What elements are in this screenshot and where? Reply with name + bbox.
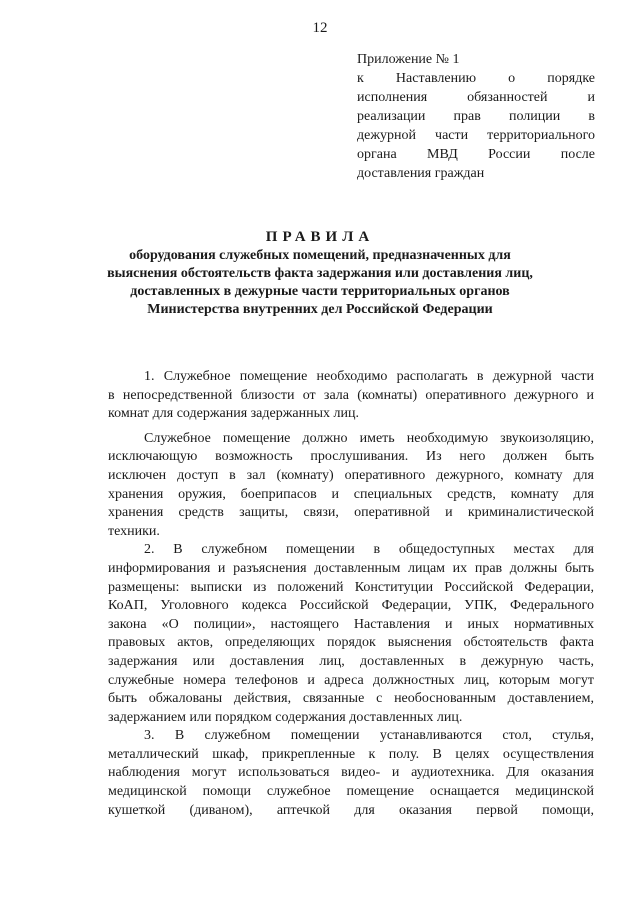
heading-line: оборудования служебных помещений, предназначенных для [129, 248, 511, 263]
paragraph-line: металлический шкаф, прикрепленные к полу. В целях осуществления [108, 746, 594, 762]
appendix-line: органа МВД России после [357, 147, 595, 162]
document-body [108, 368, 594, 820]
paragraph [108, 541, 594, 727]
paragraph-line: наблюдения могут использоваться видео- и аудиотехника. Для оказания [108, 765, 594, 781]
appendix-line: исполнения обязанностей и [357, 90, 595, 105]
appendix-title: Приложение № 1 [357, 52, 460, 67]
paragraph-line: задержанием или порядком содержания доставленных лиц. [108, 709, 463, 725]
paragraph-line: служебные номера телефонов и адреса должностных лиц, которым могут [108, 672, 594, 688]
heading-line: выяснения обстоятельств факта задержания или доставления лиц, [107, 266, 533, 281]
paragraph-line: быть обжалованы действия, связанные с необоснованным доставлением, [108, 691, 594, 707]
paragraph-line: кушеткой (диваном), аптечкой для оказания первой помощи, [108, 802, 594, 818]
paragraph-line: информирования и разъяснения доставленным лицам их прав должны быть [108, 560, 594, 576]
appendix-line: доставления граждан [357, 166, 485, 181]
heading-line: Министерства внутренних дел Российской Федерации [147, 302, 493, 317]
paragraph-line: техники. [108, 523, 160, 539]
appendix-block [357, 50, 595, 183]
paragraph-line: хранения оружия, боеприпасов и специальных средств, комнату для [108, 486, 594, 502]
document-title: ПРАВИЛА [265, 229, 375, 245]
paragraph-line: в непосредственной близости от зала (комнаты) оперативного дежурного и [108, 387, 594, 403]
paragraph-line: задержания или доставления лиц, доставленных в дежурную часть, [108, 653, 594, 669]
paragraph [108, 368, 594, 424]
appendix-line: реализации прав полиции в [357, 109, 595, 124]
page-number: 12 [312, 20, 328, 36]
appendix-line: дежурной части территориального [357, 128, 595, 143]
paragraph-line: комнат для содержания задержанных лиц. [108, 406, 359, 422]
paragraph-line: медицинской помощи служебное помещение оснащается медицинской [108, 784, 594, 800]
paragraph-line: исключающую возможность прослушивания. Из него должен быть [108, 449, 594, 465]
paragraph-line: хранения средств защиты, связи, оперативной и криминалистической [108, 505, 594, 521]
paragraph-line: размещены: выписки из положений Конституции Российской Федерации, [108, 579, 594, 595]
paragraph-line: закона «О полиции», настоящего Наставления и иных нормативных [108, 616, 594, 632]
paragraph-line: исключен доступ в зал (комнату) оперативного дежурного, комнату для [108, 467, 594, 483]
paragraph [108, 727, 594, 820]
paragraph-line: правовых актов, определяющих порядок выяснения обстоятельств факта [108, 635, 594, 651]
paragraph-line: 2. В служебном помещении в общедоступных местах для [144, 542, 594, 558]
paragraph-line: 3. В служебном помещении устанавливаются стол, стулья, [144, 728, 594, 744]
appendix-line: к Наставлению о порядке [357, 71, 595, 86]
paragraph [108, 430, 594, 542]
heading-line: доставленных в дежурные части территориальных органов [130, 284, 510, 299]
paragraph-line: Служебное помещение должно иметь необходимую звукоизоляцию, [144, 430, 594, 446]
paragraph-line: 1. Служебное помещение необходимо располагать в дежурной части [144, 369, 594, 384]
paragraph-line: КоАП, Уголовного кодекса Российской Федерации, УПК, Федерального [108, 598, 594, 614]
document-heading [100, 228, 540, 319]
